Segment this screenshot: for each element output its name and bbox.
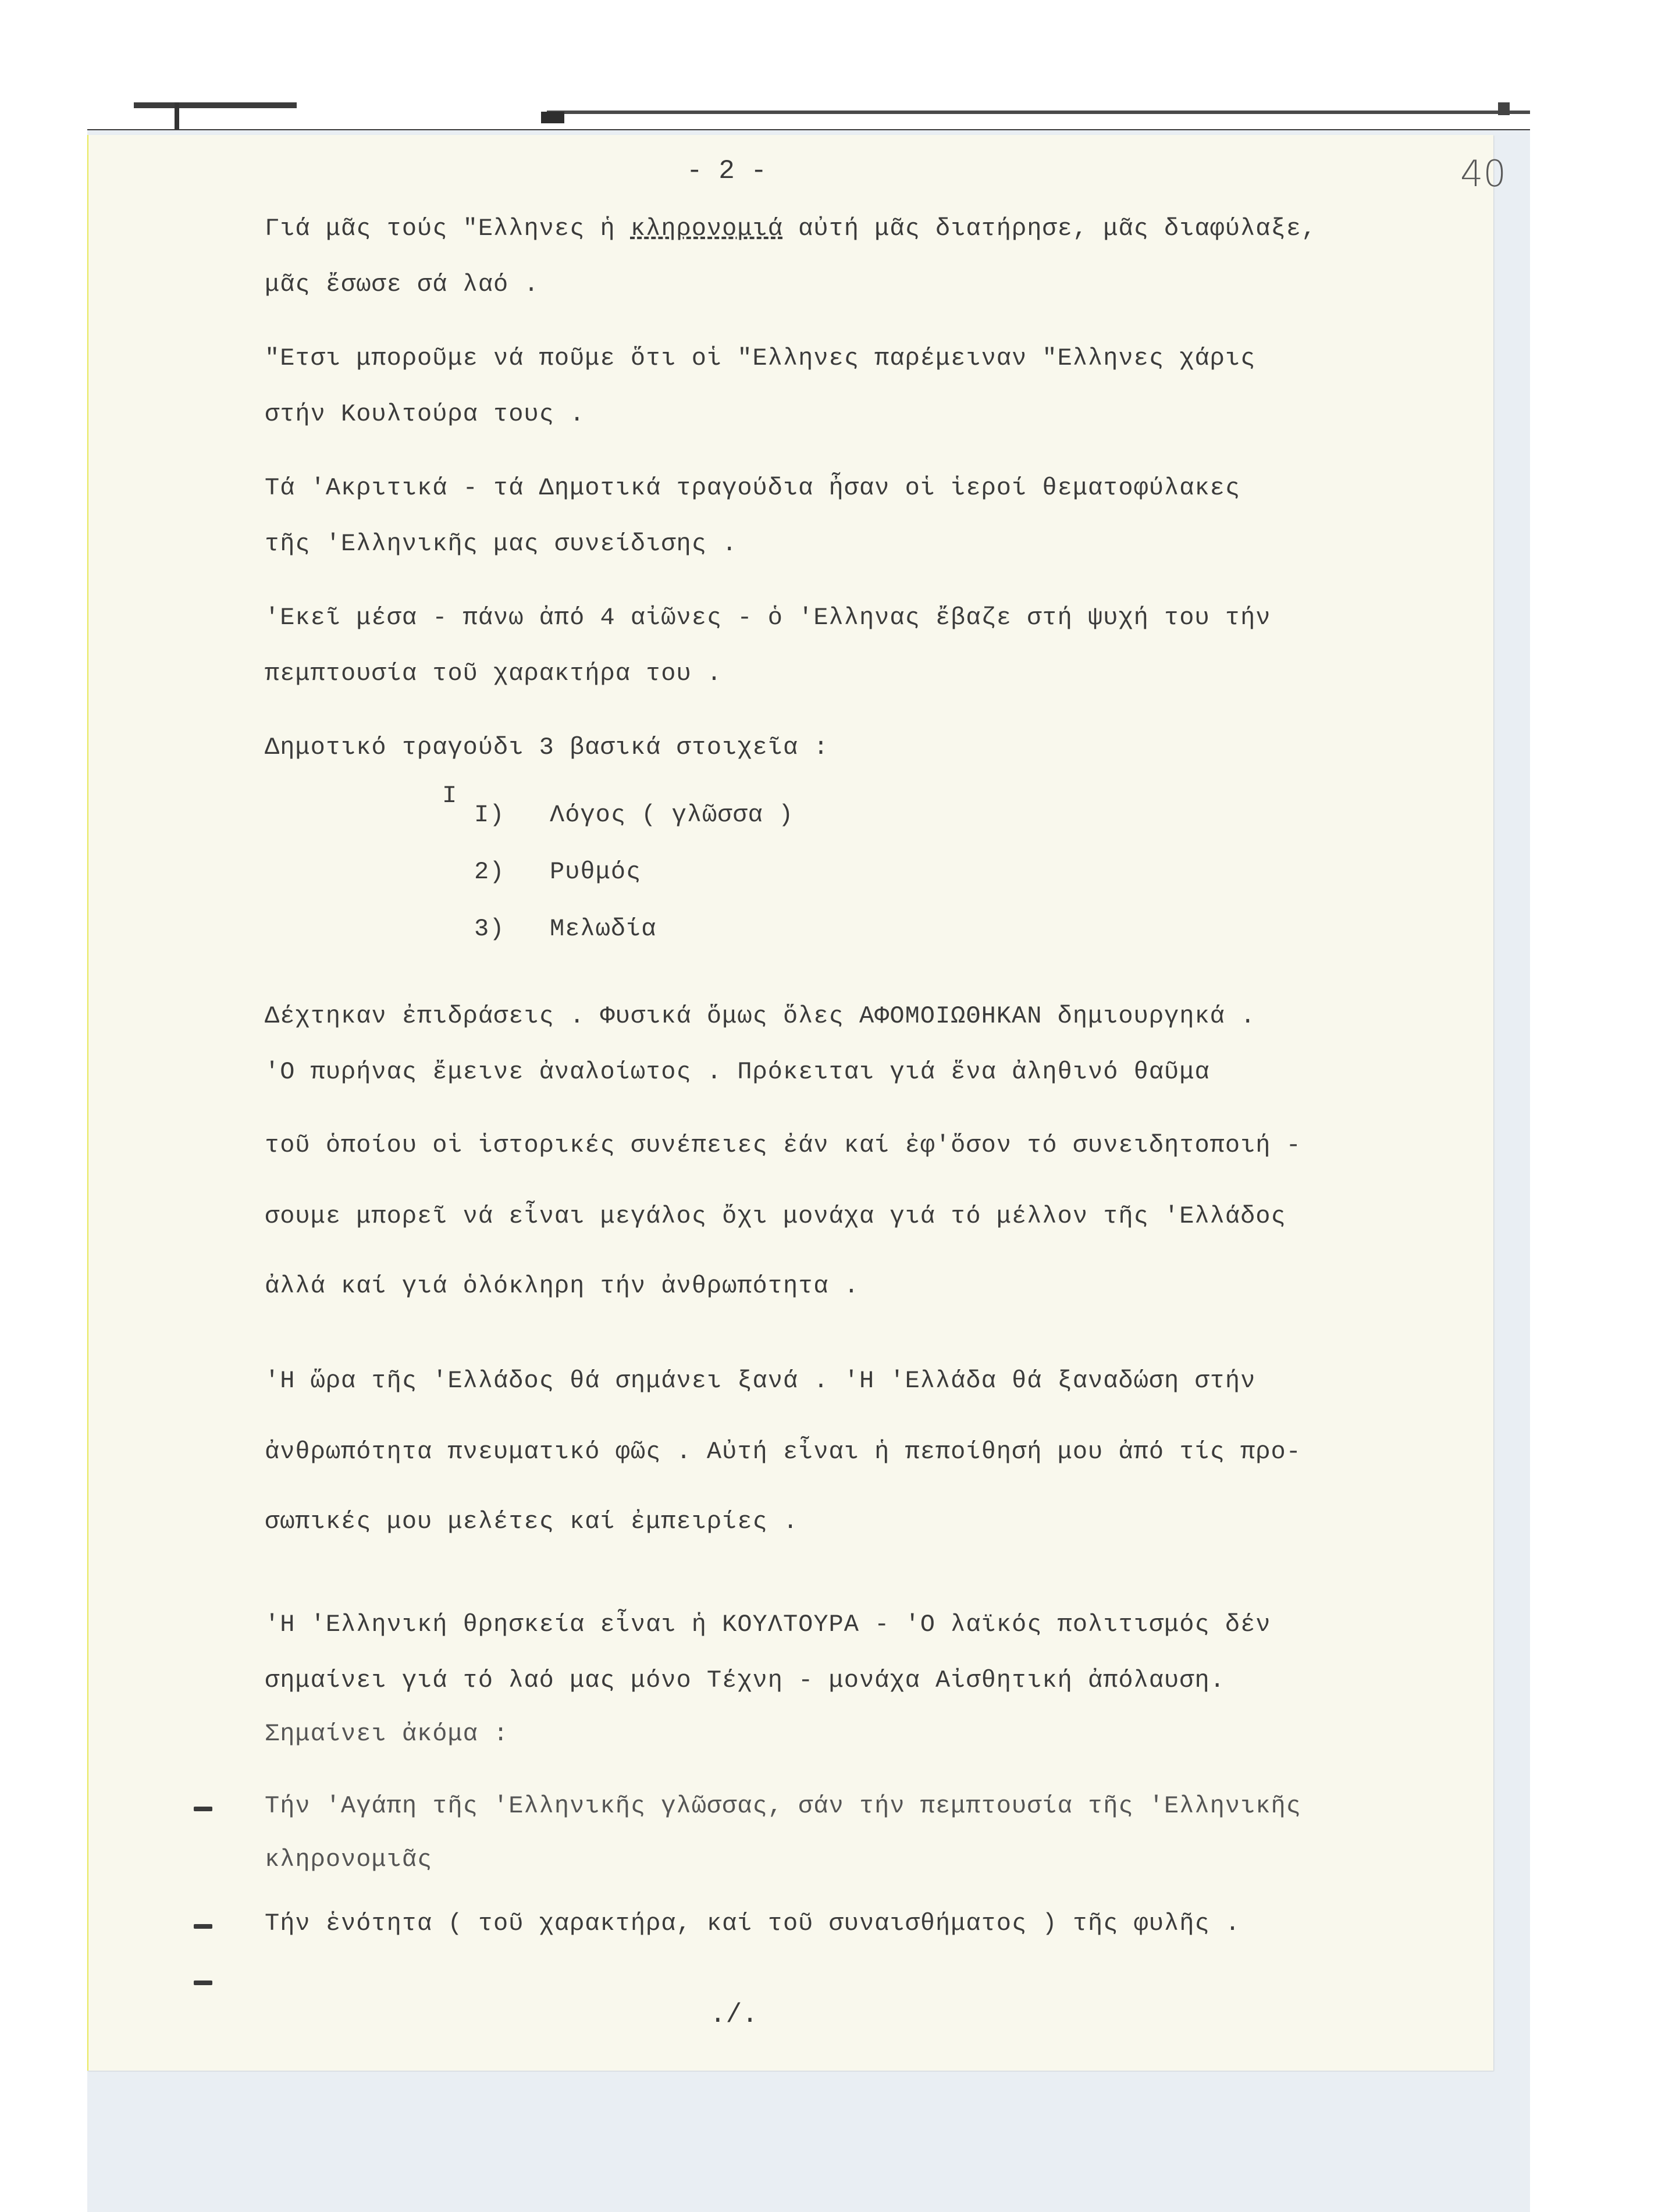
- text-line: σωπικές μου μελέτες καί ἐμπειρίες .: [265, 1508, 799, 1536]
- text-line: 'Ο πυρήνας ἔμεινε ἀναλοίωτος . Πρόκειται γιά ἕνα ἀληθινό θαῦμα: [265, 1058, 1210, 1086]
- text-line: "Ετσι μποροῦμε νά ποῦμε ὅτι οἱ "Ελληνες παρέμειναν "Ελληνες χάρις: [265, 344, 1256, 372]
- text-line: [265, 216, 1317, 241]
- bullet-dash: [194, 1807, 212, 1811]
- bullet-text: κληρονομιᾶς: [265, 1846, 433, 1873]
- list-marker: I: [442, 782, 458, 810]
- torn-edge-mark: [175, 102, 179, 129]
- text-line: Σημαίνει ἀκόμα :: [265, 1720, 509, 1748]
- text-line: στήν Κουλτούρα τους .: [265, 400, 585, 428]
- text-line: σημαίνει γιά τό λαό μας μόνο Τέχνη - μονάχα Αἰσθητική ἀπόλαυση.: [265, 1666, 1225, 1694]
- torn-edge-mark: [541, 112, 564, 123]
- text-line: τοῦ ὁποίου οἱ ἱστορικές συνέπειες ἐάν καί ἐφ'ὅσον τό συνειδητοποιή -: [265, 1131, 1301, 1159]
- page-number: - 2 -: [686, 156, 767, 186]
- list-item-number: I): [474, 801, 505, 829]
- text-line: 'Η 'Ελληνική θρησκεία εἶναι ἡ ΚΟΥΛΤΟΥΡΑ - 'Ο λαϊκός πολιτισμός δέν: [265, 1611, 1271, 1638]
- list-item: Ρυθμός: [550, 858, 642, 886]
- text-line: Δέχτηκαν ἐπιδράσεις . Φυσικά ὅμως ὅλες ΑΦΟΜΟΙΩΘΗΚΑΝ δημιουργηκά .: [265, 1002, 1256, 1030]
- underlined-word: κληρονομιά: [630, 215, 783, 243]
- text-line: ἀλλά καί γιά ὁλόκληρη τήν ἀνθρωπότητα .: [265, 1272, 859, 1300]
- archive-page-number: 40: [1460, 152, 1506, 195]
- torn-edge-mark: [134, 102, 297, 108]
- scan-torn-edge: [87, 102, 1530, 130]
- text-line: Δημοτικό τραγούδι 3 βασικά στοιχεῖα :: [265, 733, 829, 761]
- torn-edge-mark: [547, 111, 1530, 114]
- text-line: πεμπτουσία τοῦ χαρακτήρα του .: [265, 660, 723, 688]
- torn-edge-mark: [1498, 102, 1510, 115]
- bullet-text: Τήν ἑνότητα ( τοῦ χαρακτήρα, καί τοῦ συναισθήματος ) τῆς φυλῆς .: [265, 1910, 1241, 1937]
- text-line: σουμε μπορεῖ νά εἶναι μεγάλος ὄχι μονάχα γιά τό μέλλον τῆς 'Ελλάδος: [265, 1202, 1286, 1230]
- bullet-dash: [194, 1981, 212, 1985]
- list-item: Λόγος ( γλῶσσα ): [550, 801, 794, 829]
- bullet-text: Τήν 'Αγάπη τῆς 'Ελληνικῆς γλῶσσας, σάν τήν πεμπτουσία τῆς 'Ελληνικῆς: [265, 1792, 1301, 1820]
- bullet-dash: [194, 1924, 212, 1929]
- list-item: Μελωδία: [550, 915, 657, 943]
- text-line: 'Εκεῖ μέσα - πάνω ἀπό 4 αἰῶνες - ὁ 'Ελληνας ἔβαζε στή ψυχή του τήν: [265, 604, 1271, 632]
- text-line: μᾶς ἔσωσε σά λαό .: [265, 270, 539, 298]
- text-segment: αὐτή μᾶς διατήρησε, μᾶς διαφύλαξε,: [782, 215, 1317, 243]
- text-line: ἀνθρωπότητα πνευματικό φῶς . Αὐτή εἶναι ἡ πεποίθησή μου ἀπό τίς προ-: [265, 1438, 1301, 1466]
- continuation-mark: ./.: [710, 2000, 758, 2030]
- list-item-number: 2): [474, 858, 505, 886]
- text-line: 'Η ὥρα τῆς 'Ελλάδος θά σημάνει ξανά . 'Η 'Ελλάδα θά ξαναδώση στήν: [265, 1367, 1256, 1395]
- list-item-number: 3): [474, 915, 505, 943]
- text-segment: Γιά μᾶς τούς "Ελληνες ἡ: [265, 215, 631, 243]
- text-line: τῆς 'Ελληνικῆς μας συνείδισης .: [265, 530, 738, 558]
- text-line: Τά 'Ακριτικά - τά Δημοτικά τραγούδια ἦσαν οἱ ἱεροί θεματοφύλακες: [265, 474, 1241, 502]
